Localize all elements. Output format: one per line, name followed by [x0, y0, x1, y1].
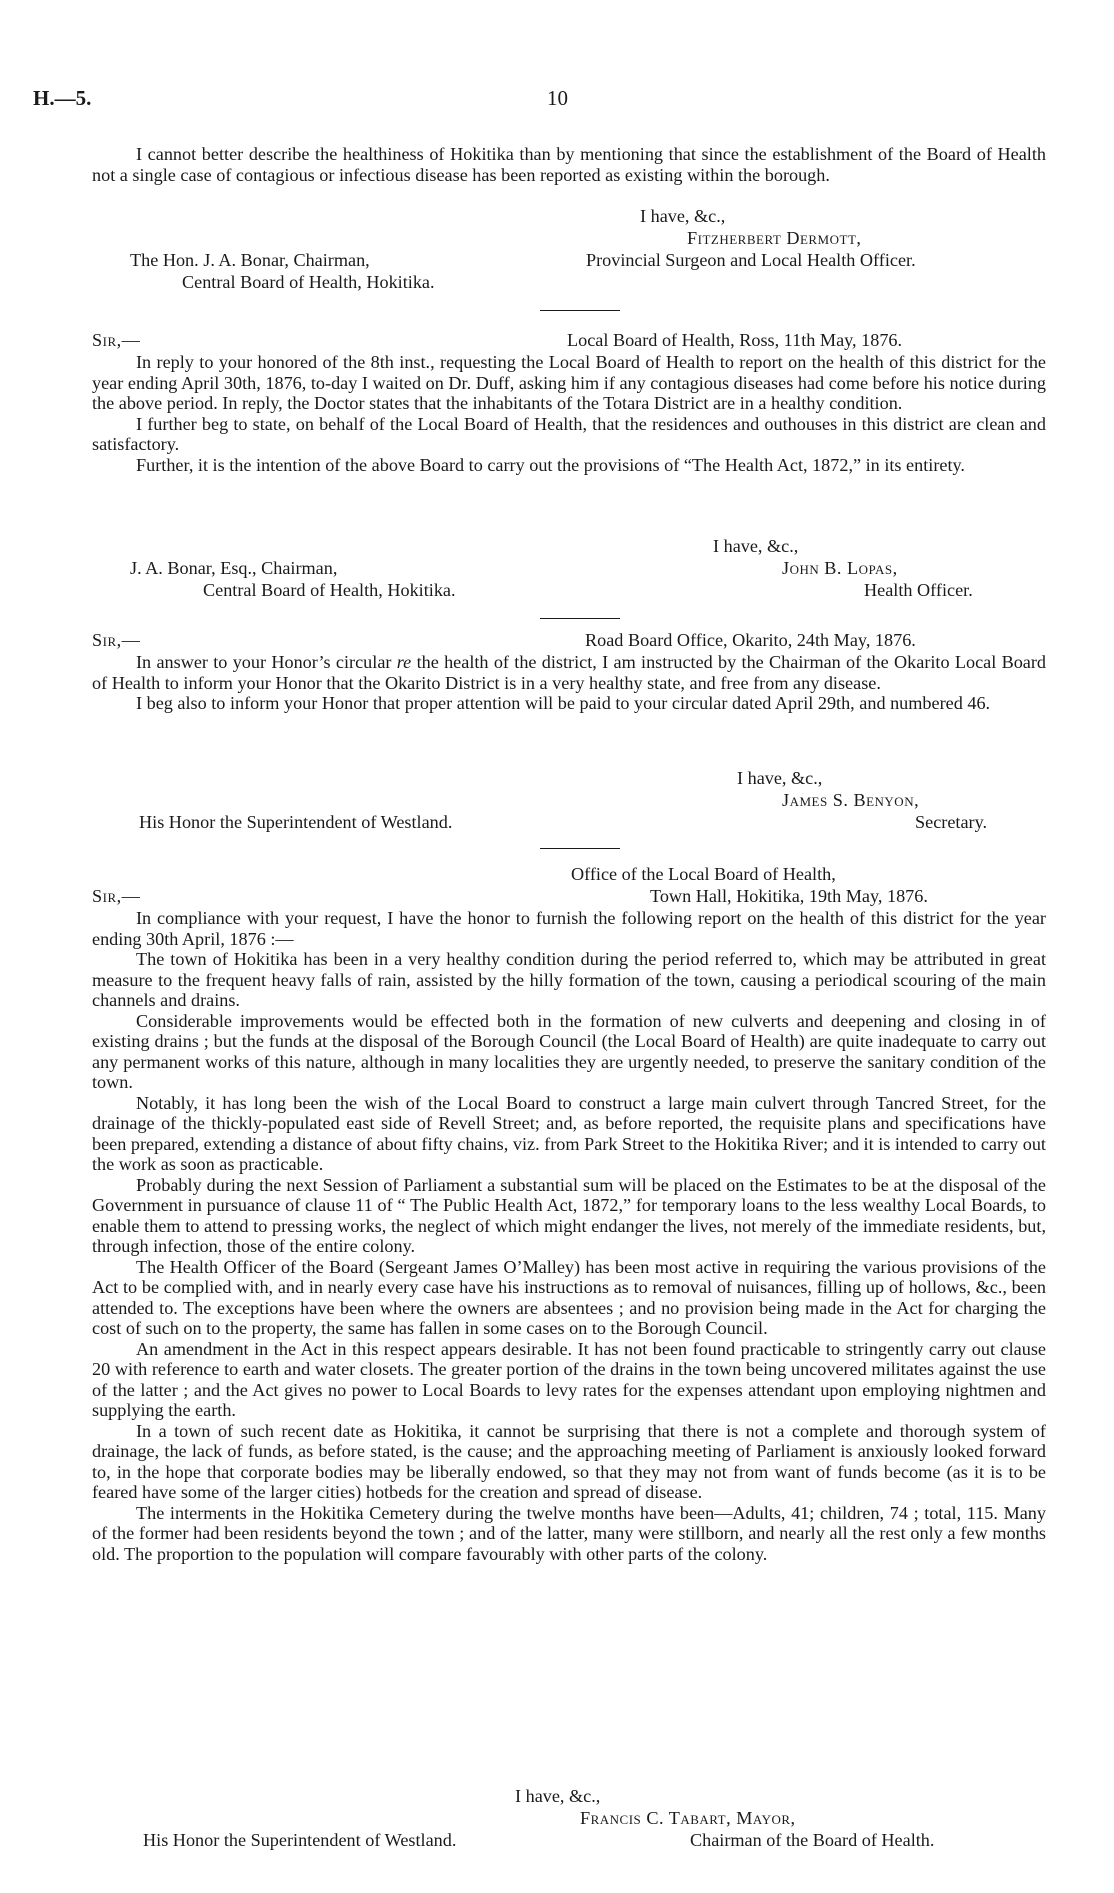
letter-4-signature-title: Chairman of the Board of Health.	[690, 1830, 935, 1850]
letter-2-addressee-line-2: Central Board of Health, Hokitika.	[203, 580, 456, 600]
latin-re: re	[396, 652, 412, 672]
letter-3-signature-name: James S. Benyon,	[782, 790, 920, 810]
letter-4-dateline: Town Hall, Hokitika, 19th May, 1876.	[650, 886, 928, 906]
letter-2-salutation: Sir,—	[92, 330, 141, 350]
letter-4-paragraph-9: The interments in the Hokitika Cemetery during the twelve months have been—Adults, 41; children, 74 ; total, 115. Many of the former had been residents beyond the town ; and of the latter, many were stillborn, and nearly all the rest only a few months old. The proportion to the population will compare favourably with other parts of the colony.	[92, 1502, 1046, 1564]
letter-4-paragraph-2: The town of Hokitika has been in a very healthy condition during the period referred to, which may be attributed in great measure to the frequent heavy falls of rain, assisted by the hilly formation of the town, causing a periodical scouring of the main channels and drains.	[92, 949, 1046, 1010]
letter-1-signature-name: Fitzherbert Dermott,	[687, 228, 862, 248]
letter-4-paragraph-3: Considerable improvements would be effected both in the formation of new culverts and deepening and closing in of existing drains ; but the funds at the disposal of the Borough Council (the Local Board of Health) are quite inadequate to carry out any permanent works of this nature, although in many localities they are urgently needed, to preserve the sanitary condition of the town.	[92, 1010, 1046, 1092]
letter-1-closing: I have, &c.,	[640, 206, 726, 226]
letter-4-paragraph-5: Probably during the next Session of Parliament a substantial sum will be placed on the Estimates to be at the disposal of the Government in pursuance of clause 11 of “ The Public Health Act, 1872,” for temporary loans to the less wealthy Local Boards, to enable them to attend to pressing works, the neglect of which might endanger the lives, not merely of the immediate residents, but, through infection, those of the entire colony.	[92, 1174, 1046, 1256]
letter-3-dateline: Road Board Office, Okarito, 24th May, 1876.	[585, 630, 916, 650]
letter-1-body-block	[92, 144, 1046, 185]
letter-4-signature-name: Francis C. Tabart, Mayor,	[580, 1808, 796, 1828]
letter-4-paragraph-1: In compliance with your request, I have the honor to furnish the following report on the health of this district for the year ending 30th April, 1876 :—	[92, 908, 1046, 949]
letter-3-signature-title: Secretary.	[915, 812, 988, 832]
letter-4-paragraph-8: In a town of such recent date as Hokitika, it cannot be surprising that there is not a complete and thorough system of drainage, the lack of funds, as before stated, is the cause; and the approaching meeting of Parliament is anxiously looked forward to, in the hope that corporate bodies may be liberally endowed, so that they may not from want of funds become (as it is to be feared have some of the larger cities) hotbeds for the creation and spread of disease.	[92, 1420, 1046, 1502]
letter-4-paragraph-4: Notably, it has long been the wish of the Local Board to construct a large main culvert through Tancred Street, for the drainage of the thickly-populated east side of Revell Street; and, as before reported, the requisite plans and specifications have been prepared, extending a distance of about fifty chains, viz. from Park Street to the Hokitika River; and it is intended to carry out the work as soon as practicable.	[92, 1092, 1046, 1174]
letter-3-paragraph-2: I beg also to inform your Honor that proper attention will be paid to your circular dated April 29th, and numbered 46.	[136, 693, 991, 713]
letter-4-office-line: Office of the Local Board of Health,	[571, 864, 836, 884]
letter-2-paragraph-1: In reply to your honored of the 8th inst., requesting the Local Board of Health to report on the health of this district for the year ending April 30th, 1876, to-day I waited on Dr. Duff, asking him if any contagious diseases had come before his notice during the above period. In reply, the Doctor states that the inhabitants of the Totara District are in a healthy condition.	[92, 352, 1046, 413]
section-divider	[540, 848, 620, 849]
letter-3-paragraph-1: In answer to your Honor’s circular re the health of the district, I am instructed by the Chairman of the Okarito Local Board of Health to inform your Honor that the Okarito District is in a very healthy state, and free from any disease.	[92, 652, 1047, 693]
letter-3-salutation: Sir,—	[92, 630, 141, 650]
letter-3-addressee: His Honor the Superintendent of Westland.	[139, 812, 453, 832]
letter-4-body-block	[92, 908, 1046, 1564]
letter-3-body-block	[92, 652, 1046, 714]
letter-2-signature-title: Health Officer.	[864, 580, 973, 600]
page-number: 10	[547, 86, 568, 110]
letter-4-addressee: His Honor the Superintendent of Westland.	[143, 1830, 457, 1850]
letter-4-paragraph-7: An amendment in the Act in this respect appears desirable. It has not been found practicable to stringently carry out clause 20 with reference to earth and water closets. The greater portion of the drains in the town being uncovered militates against the use of the latter ; and the Act gives no power to Local Boards to levy rates for the expenses attendant upon employing nightmen and supplying the earth.	[92, 1338, 1046, 1420]
document-reference: H.—5.	[33, 86, 92, 110]
letter-2-dateline: Local Board of Health, Ross, 11th May, 1876.	[567, 330, 903, 350]
letter-1-addressee-line-2: Central Board of Health, Hokitika.	[182, 272, 435, 292]
letter-2-paragraph-3: Further, it is the intention of the above Board to carry out the provisions of “The Health Act, 1872,” in its entirety.	[136, 454, 965, 475]
section-divider	[540, 618, 620, 619]
letter-2-closing: I have, &c.,	[713, 536, 799, 556]
letter-2-paragraph-2: I further beg to state, on behalf of the Local Board of Health, that the residences and outhouses in this district are clean and satisfactory.	[92, 413, 1046, 454]
letter-4-closing: I have, &c.,	[515, 1786, 601, 1806]
letter-2-addressee-line-1: J. A. Bonar, Esq., Chairman,	[130, 558, 338, 578]
letter-3-closing: I have, &c.,	[737, 768, 823, 788]
letter-1-addressee-line-1: The Hon. J. A. Bonar, Chairman,	[130, 250, 370, 270]
letter-2-body-block	[92, 352, 1046, 475]
letter-4-salutation: Sir,—	[92, 886, 141, 906]
letter-2-signature-name: John B. Lopas,	[782, 558, 898, 578]
letter-1-signature-title: Provincial Surgeon and Local Health Officer.	[586, 250, 916, 270]
letter-1-paragraph: I cannot better describe the healthiness of Hokitika than by mentioning that since the establishment of the Board of Health not a single case of contagious or infectious disease has been reported as existing within the borough.	[92, 144, 1046, 185]
letter-4-paragraph-6: The Health Officer of the Board (Sergeant James O’Malley) has been most active in requiring the various provisions of the Act to be complied with, and in nearly every case have his instructions as to removal of nuisances, filling up of hollows, &c., been attended to. The exceptions have been where the owners are absentees ; and no provision being made in the Act for charging the cost of such on to the property, the same has fallen in some cases on to the Borough Council.	[92, 1256, 1046, 1338]
section-divider	[540, 310, 620, 311]
